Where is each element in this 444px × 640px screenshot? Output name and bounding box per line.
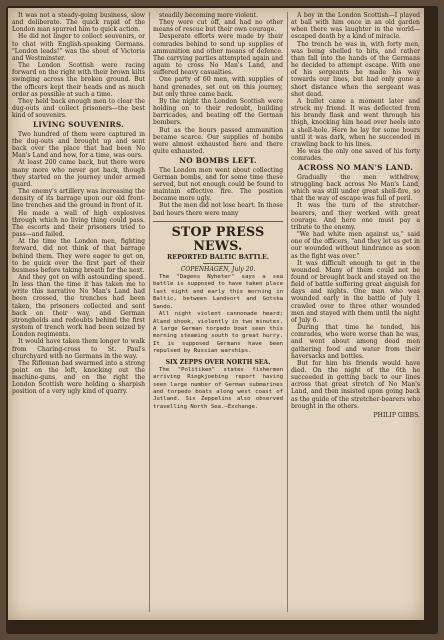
- stop-press-subheading: SIX ZEPPS OVER NORTH SEA.: [165, 358, 271, 366]
- paragraph: At least 200 came back, but there were many more who never got back, though they started on the journey under armed guard.: [12, 159, 145, 188]
- paragraph: He did not linger to collect souvenirs, or to chat with English-speaking Germans. "London leads!" was the shout of Victoria and Westminster.: [12, 33, 145, 62]
- paragraph: During that time he tended, his comrades, who were worse than he was, and went about among dead men gathering food and water from their haversacks and bottles.: [291, 324, 420, 360]
- paragraph: At the time the London men, fighting forward, did not think of that barrage behind them. They were eager to get on, to be quick over the first part of their business before taking breath for the next.: [12, 238, 145, 274]
- column-1: [12, 12, 145, 612]
- paragraph: They held back enough men to clear the dug-outs and collect prisoners—the best kind of souvenirs.: [12, 97, 145, 120]
- paragraph: The "Dagens Nyheter" says a sea battle is supposed to have taken place last night and early this morning in Baltic, between Landsort and Gotska Sando.: [153, 274, 283, 310]
- paragraph: Two hundred of them were captured in the dug-outs and brought up and sent back over the place that had been No Man's Land and now, for a time, was ours.: [12, 130, 145, 160]
- section-heading: NO BOMBS LEFT.: [179, 156, 257, 166]
- paragraph: It would have taken them longer to walk from Charing-cross to St. Paul's churchyard with no Germans in the way.: [12, 338, 145, 360]
- column-3: [291, 12, 420, 612]
- column-rule: [287, 12, 288, 612]
- dateline: COPENHAGEN, July 20.: [180, 265, 256, 273]
- paragraph: It was not a steady-going business, slow and deliberate. The quick rapid of the London man spurred him to quick action.: [12, 12, 145, 34]
- stop-press-subtitle: REPORTED BALTIC BATTLE.: [167, 253, 269, 261]
- column-rule: [149, 12, 150, 612]
- section-heading: LIVING SOUVENIRS.: [32, 120, 125, 130]
- paragraph: He was the only one saved of his forty comrades.: [291, 147, 420, 163]
- paragraph: A bullet came a moment later and struck my friend. It was deflected from his brandy flask and went through his thigh, knocking him head over heels into a shell-hole. Here he lay for some hours until it was dark, when he succeeded in crawling back to his lines.: [291, 97, 420, 148]
- paragraph: It was the turn of the stretcher-bearers, and they worked with great courage. And here one must pay a tribute to the enemy.: [291, 202, 420, 231]
- paragraph: The trench he was in, with forty men, was being shelled to bits, and rather than fall into the hands of the Germans he decided to attempt escape. With one of his sergeants he made his way towards our lines, but had only gone a short distance when the sergeant was shot dead.: [291, 40, 420, 98]
- stop-press-title: STOP PRESS NEWS.: [171, 223, 265, 253]
- column-2: [153, 12, 283, 612]
- paragraph: But for him his friends would have died. On the night of the 6th he succeeded in getting back to our lines across that great stretch of No Man's Land, and then insisted upon going back as the guide of the stretcher-bearers who brought in the others.: [291, 359, 420, 410]
- paragraph: They were cut off, and had no other means of rescue but their own courage.: [153, 19, 283, 34]
- paragraph: But as the hours passed ammunition became scarce. Our supplies of bombs were almost exhausted here and there quite exhausted.: [153, 126, 283, 155]
- paragraph: The London Scottish were racing forward on the right with their brown kilts swinging across the broken ground. But the officers kept their heads and as much order as possible at such a time.: [12, 62, 145, 98]
- paragraph: All night violent cannonade heard; Aland shook, violently in two minutes. A large German torpedo boat seen this morning steaming south to great hurry. It is supposed Germans have been repulsed by Russian warships.: [153, 311, 283, 355]
- paragraph: The "Politiken" states fishermen arriving Ringkjoebing report having seen large number of German submarines and torpedo boats along west coast of Jutland. Six Zeppelins also observed travelling North Sea.—Exchange.: [153, 366, 283, 410]
- paragraph: The enemy's artillery was increasing the density of its barrage upon our old front-line trenches and the ground in front of it.: [12, 188, 145, 210]
- paragraph: He made a wall of high explosives through which no living thing could pass. The escorts and their prisoners tried to pass—and failed.: [12, 209, 145, 239]
- paragraph: And they got on with astounding speed. In less than the time it has taken me to write this narrative No Man's Land had been crossed, the trenches had been taken, the prisoners collected and sent back on their way, and German strongholds and redoubts behind the first system of trench work had been seized by London regiments.: [12, 273, 145, 339]
- author-signature: PHILIP GIBBS.: [373, 411, 420, 419]
- paragraph: It was difficult enough to get in the wounded. Many of them could not be found or brought back and stayed on the field of battle suffering great anguish for days and nights. One man who was wounded early in the battle of July 1 crawled over to three other wounded men and stayed with them until the night of July 6.: [291, 259, 420, 324]
- paragraph: steadily becoming more violent.: [159, 12, 258, 19]
- paragraph: Gradually the men withdrew, struggling back across No Man's Land, which was still under great shell-fire, so that the way of escape was full of peril.: [291, 173, 420, 203]
- paragraph: Desperate efforts were made by their comrades behind to send up supplies of ammunition and other means of defence. The carrying parties attempted again and again to cross No Man's Land, and suffered heavy casualties.: [153, 33, 283, 77]
- stop-press-box: [153, 221, 283, 411]
- paragraph: One party of 60 men, with supplies of hand grenades, set out on this journey, but only three came back.: [153, 76, 283, 98]
- paragraph: A boy in the London Scottish—I played at ball with him once in an old garden when there was laughter in the world—escaped death by a kind of miracle.: [291, 12, 420, 41]
- newspaper-clipping: [8, 8, 424, 620]
- section-heading: ACROSS NO MAN'S LAND.: [297, 163, 414, 173]
- paragraph: By the night the London Scottish were holding on to their redoubt, building barricades, and beating off the German bombers.: [153, 97, 283, 127]
- divider: [203, 263, 233, 264]
- paragraph: "We had white men against us," said one of the officers, "and they let us get in our wounded without hindrance as soon as the fight was over.": [291, 231, 420, 260]
- paragraph: But the men did not lose heart. In those bad hours there were many: [153, 202, 283, 217]
- paragraph: The London men went about collecting German bombs, and for some time these served, but not enough could be found to maintain effective fire. The position became more ugly.: [153, 166, 283, 203]
- paragraph: The Rifleman had swarmed into a strong point on the left, knocking out the machine-guns, and on the right the London Scottish were holding a sharpish position of a very ugly kind of quarry.: [12, 359, 145, 396]
